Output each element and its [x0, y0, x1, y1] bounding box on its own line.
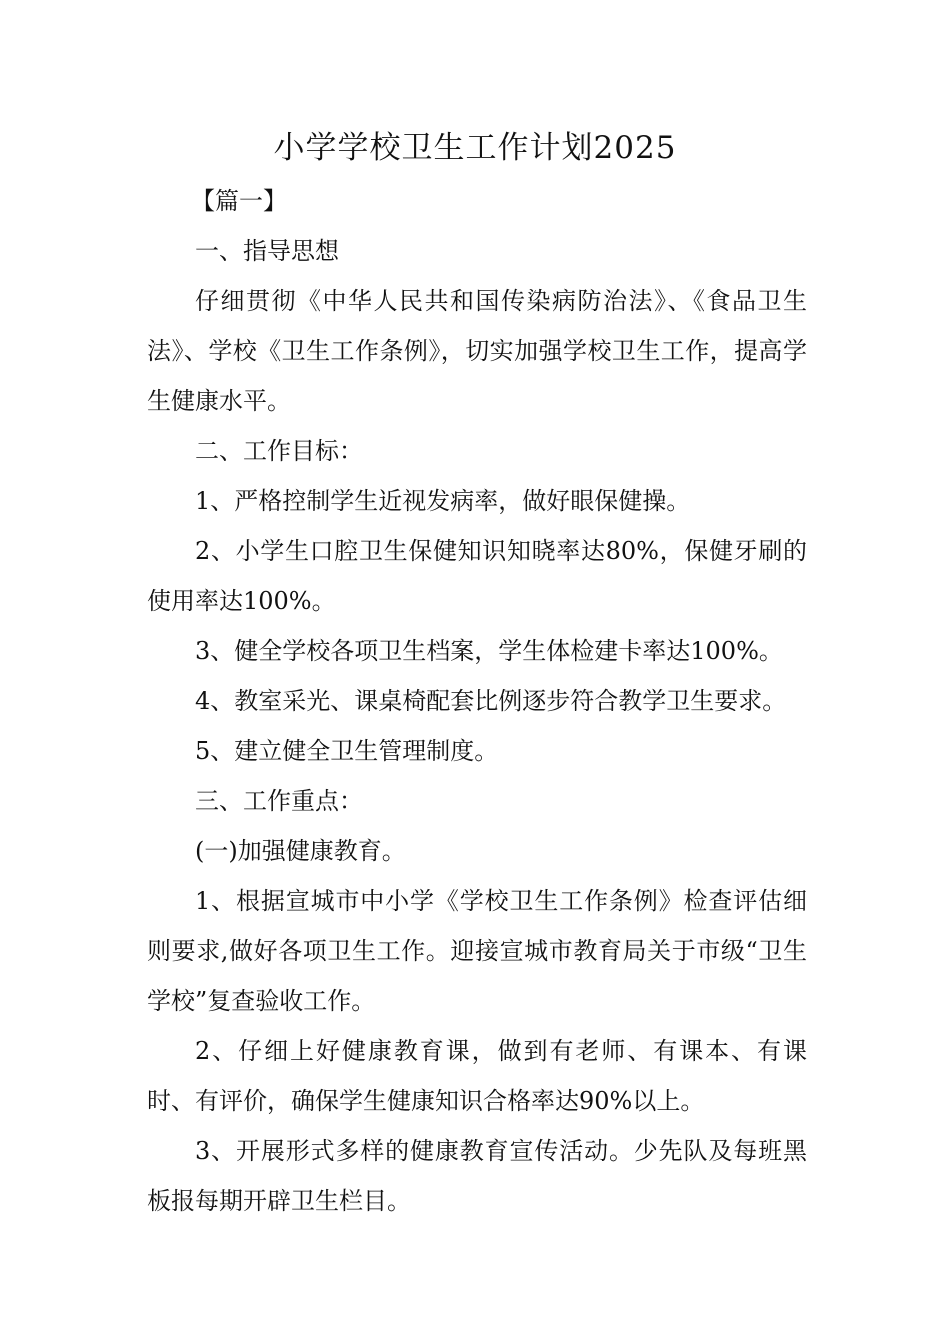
document-title: 小学学校卫生工作计划2025	[273, 130, 677, 166]
subsection-heading: (一)加强健康教育。	[195, 837, 406, 865]
document-body	[147, 176, 807, 1226]
paragraph: 仔细贯彻《中华人民共和国传染病防治法》、《食品卫生法》、学校《卫生工作条例》，切实加强学校卫生工作，提高学生健康水平。	[147, 287, 807, 415]
list-item: 1、根据宣城市中小学《学校卫生工作条例》检查评估细则要求,做好各项卫生工作。迎接宣城市教育局关于市级“卫生学校”复查验收工作。	[147, 887, 807, 1015]
list-item: 5、建立健全卫生管理制度。	[195, 737, 499, 765]
list-item: 3、健全学校各项卫生档案，学生体检建卡率达100%。	[195, 637, 783, 665]
list-item: 2、小学生口腔卫生保健知识知晓率达80%，保健牙刷的使用率达100%。	[147, 537, 807, 615]
section-heading-work-goals: 二、工作目标：	[195, 437, 363, 465]
list-item: 2、仔细上好健康教育课，做到有老师、有课本、有课时、有评价，确保学生健康知识合格率达90%以上。	[147, 1037, 807, 1115]
list-item: 3、开展形式多样的健康教育宣传活动。少先队及每班黑板报每期开辟卫生栏目。	[147, 1137, 807, 1215]
list-item: 1、严格控制学生近视发病率，做好眼保健操。	[195, 487, 691, 515]
list-item: 4、教室采光、课桌椅配套比例逐步符合教学卫生要求。	[195, 687, 787, 715]
section-heading-guiding-thought: 一、指导思想	[195, 237, 339, 265]
section-tag: 【篇一】	[191, 187, 287, 215]
section-heading-work-focus: 三、工作重点：	[195, 787, 363, 815]
